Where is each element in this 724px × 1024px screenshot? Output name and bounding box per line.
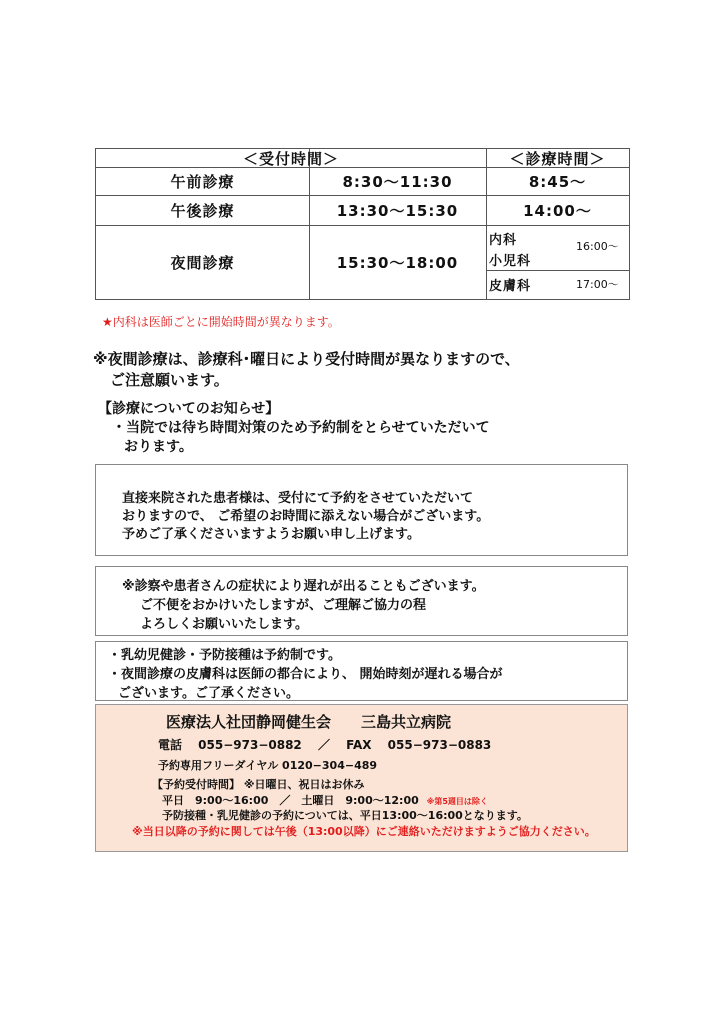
- box3-line3: ございます。ご了承ください。: [118, 686, 299, 701]
- night-pediatrics: 小児科: [489, 253, 532, 269]
- reservation-hours: 【予約受付時間】 ※日曜日、祝日はお休み: [152, 778, 365, 791]
- night-internal: 内科: [489, 232, 518, 248]
- night-note-line2: ご注意願います。: [110, 371, 229, 389]
- vaccine-note: 予防接種・乳児健診の予約については、平日13:00〜16:00となります。: [162, 809, 528, 822]
- schedule-table: [95, 148, 630, 300]
- hospital-name: 医療法人社団静岡健生会 三島共立病院: [166, 713, 452, 731]
- box3-line2: ・夜間診療の皮膚科は医師の都合により、 開始時刻が遅れる場合が: [108, 667, 503, 682]
- box1-line3: 予めご了承くださいますようお願い申し上げます。: [122, 527, 420, 542]
- divider: [486, 270, 629, 271]
- box2-line1: ※診察や患者さんの症状により遅れが出ることもございます。: [122, 579, 485, 594]
- fifth-week-note: ※第5週目は除く: [426, 797, 488, 806]
- row-treatment: 14:00〜: [523, 202, 592, 220]
- checkup-info-box: [95, 641, 628, 701]
- row-reception: 13:30〜15:30: [336, 202, 459, 220]
- row-label: 午後診療: [170, 202, 235, 220]
- free-dial: 予約専用フリーダイヤル 0120−304−489: [158, 759, 378, 772]
- box3-line1: ・乳幼児健診・予防接種は予約制です。: [108, 648, 341, 663]
- row-label: 午前診療: [170, 173, 235, 191]
- night-time-1: 16:00〜: [576, 240, 619, 253]
- box2-line2: ご不便をおかけいたしますが、ご理解ご協力の程: [140, 598, 427, 613]
- notice-line2: おります。: [124, 439, 193, 455]
- red-contact-notice: ※当日以降の予約に関しては午後（13:00以降）にご連絡いただけますようご協力ください。: [132, 825, 596, 838]
- box1-line1: 直接来院された患者様は、受付にて予約をさせていただいて: [122, 491, 474, 506]
- row-reception: 15:30〜18:00: [336, 254, 459, 272]
- phone-fax: 電話 055−973−0882 ／ FAX 055−973−0883: [158, 738, 492, 752]
- night-time-2: 17:00〜: [576, 278, 619, 291]
- row-treatment: 8:45〜: [528, 173, 587, 191]
- hospital-contact-box: [95, 704, 628, 852]
- night-note-line1: ※夜間診療は、診療科･曜日により受付時間が異なりますので、: [93, 350, 520, 368]
- weekday-saturday-hours: 平日 9:00〜16:00 ／ 土曜日 9:00〜12:00 ※第5週目は除く: [162, 794, 488, 807]
- reservation-info-box: [95, 464, 628, 556]
- box2-line3: よろしくお願いいたします。: [140, 617, 308, 632]
- row-reception: 8:30〜11:30: [342, 173, 453, 191]
- row-label: 夜間診療: [170, 254, 235, 272]
- notice-line1: ・当院では待ち時間対策のため予約制をとらせていただいて: [112, 420, 490, 436]
- header-treatment: ＜診療時間＞: [509, 149, 606, 168]
- night-dermatology: 皮膚科: [489, 278, 532, 294]
- header-reception: ＜受付時間＞: [242, 149, 339, 168]
- box1-line2: おりますので、 ご希望のお時間に添えない場合がございます。: [122, 509, 490, 524]
- notice-title: 【診療についてのお知らせ】: [98, 401, 280, 417]
- red-note: ★内科は医師ごとに開始時間が異なります。: [102, 315, 340, 329]
- delay-info-box: [95, 566, 628, 636]
